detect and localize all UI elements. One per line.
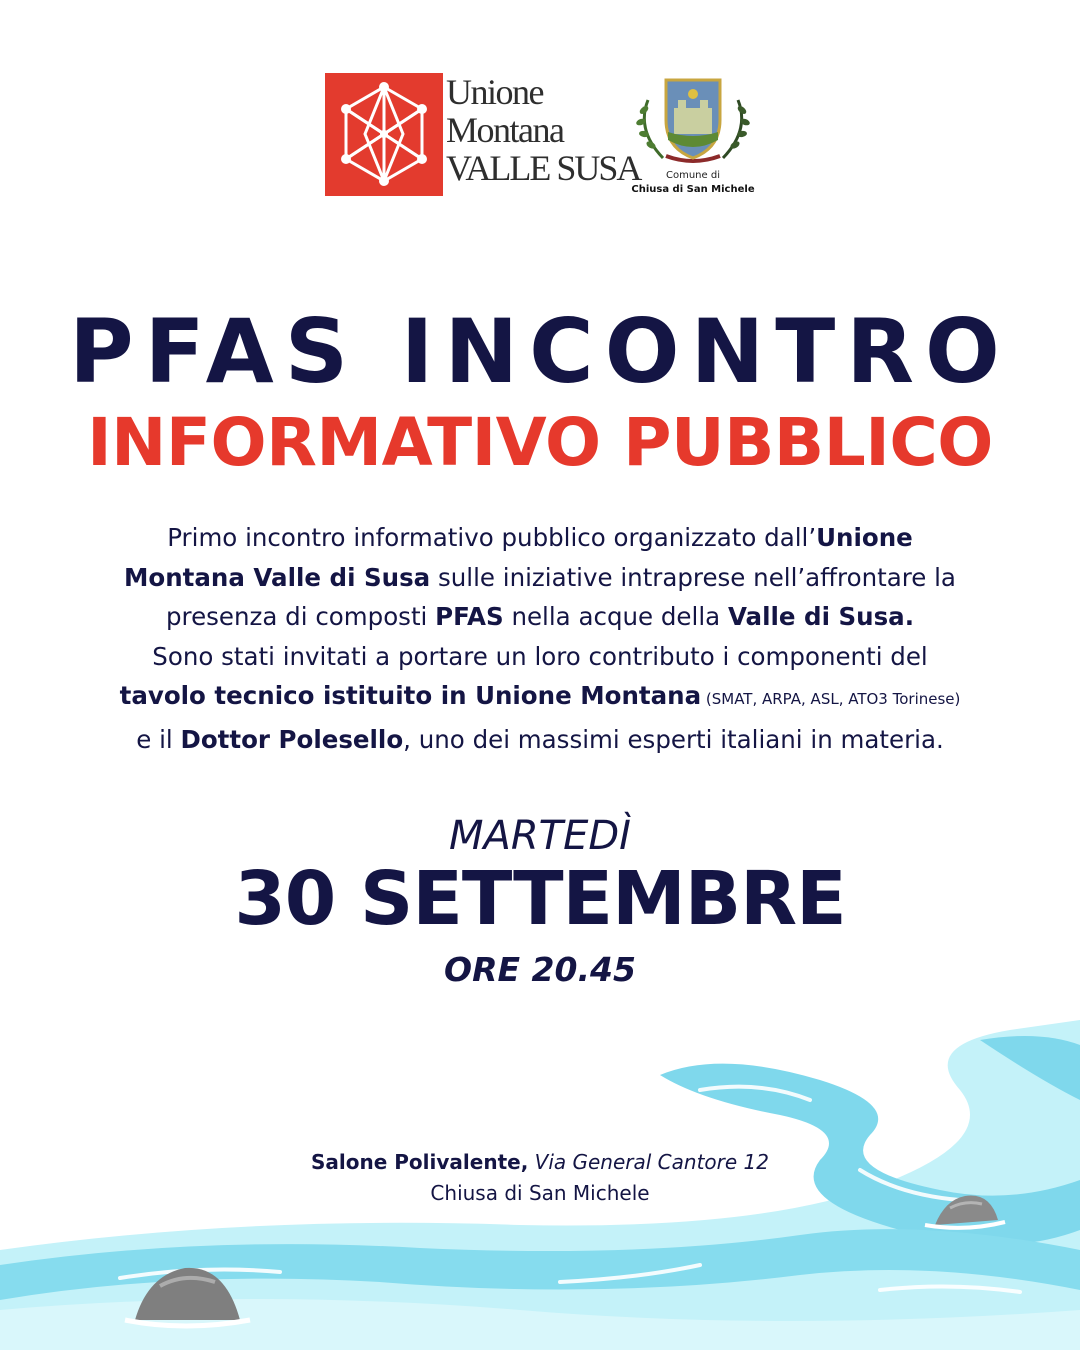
chiusa-coat-of-arms-logo <box>618 70 768 200</box>
star-emblem-icon <box>325 73 443 196</box>
description-line-1: Primo incontro informativo pubblico organizzato dall’Unione <box>167 523 913 552</box>
unione-montana-wordmark <box>446 72 641 188</box>
description-line-4: Sono stati invitati a portare un loro contributo i componenti del <box>152 641 928 671</box>
event-description <box>60 518 1020 759</box>
wordmark-line-3: VALLE SUSA <box>446 148 641 188</box>
description-line-2: Montana Valle di Susa sulle iniziative intraprese nell’affrontare la <box>124 562 956 592</box>
wordmark-line-1: Unione <box>446 72 543 112</box>
event-day: MARTEDÌ <box>449 813 631 859</box>
chiusa-caption-line-2: Chiusa di San Michele <box>631 184 755 195</box>
page-title: PFAS INCONTRO <box>69 300 1011 403</box>
coat-of-arms-icon <box>618 70 768 170</box>
wordmark-line-2: Montana <box>446 110 564 150</box>
venue-line-1: Salone Polivalente, Via General Cantore 12 <box>311 1150 769 1174</box>
venue-line-2: Chiusa di San Michele <box>430 1181 650 1205</box>
event-date: 30 SETTEMBRE <box>234 856 846 942</box>
description-line-3: presenza di composti PFAS nella acque della Valle di Susa. <box>165 602 915 631</box>
description-line-6: e il Dottor Polesello, uno dei massimi esperti italiani in materia. <box>136 724 944 754</box>
event-venue <box>0 1147 1080 1209</box>
page-subtitle: INFORMATIVO PUBBLICO <box>87 404 993 481</box>
event-time: ORE 20.45 <box>444 950 636 989</box>
description-line-5: tavolo tecnico istituito in Unione Montana (SMAT, ARPA, ASL, ATO3 Torinese) <box>119 681 961 710</box>
unione-montana-logo <box>325 72 641 196</box>
chiusa-caption-line-1: Comune di <box>666 170 720 181</box>
